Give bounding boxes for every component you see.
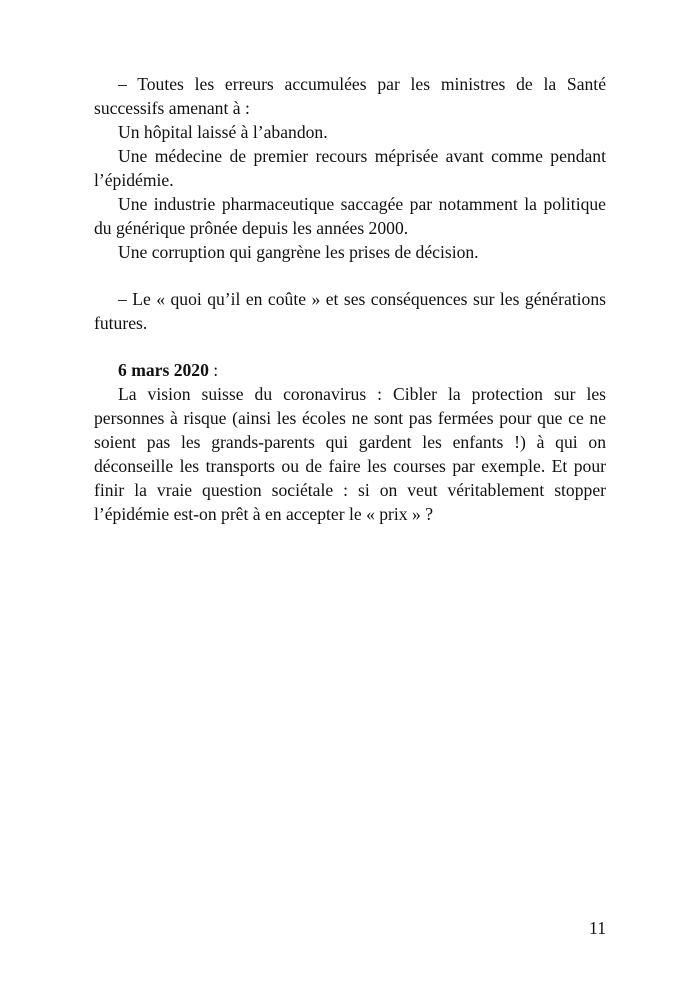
paragraph-hospital: Un hôpital laissé à l’abandon. [118,122,328,142]
paragraph-cost: – Le « quoi qu’il en coûte » et ses conséquences sur les générations futures. [94,289,606,333]
paragraph-pharma: Une industrie pharmaceutique saccagée par notamment la politique du générique prônée depuis les années 2000. [94,194,606,238]
paragraph-swiss-vision: La vision suisse du coronavirus : Cibler la protection sur les personnes à risque (ainsi les écoles ne sont pas fermées pour que ce ne soient pas les grands-parents qui gardent les enfants !) à qui on déconseille les transports ou de faire les courses par exemple. Et pour finir la vraie question sociétale : si on veut véritablement stopper l’épidémie est-on prêt à en accepter le « prix » ? [94,384,606,524]
paragraph-gap [94,335,606,358]
page-body [94,72,606,526]
paragraph-corruption: Une corruption qui gangrène les prises de décision. [118,242,479,262]
page-number: 11 [589,918,606,938]
date-suffix: : [208,360,219,380]
date-label: 6 mars 2020 [118,360,209,380]
paragraph-errors: – Toutes les erreurs accumulées par les ministres de la Santé successifs amenant à : [94,74,606,118]
paragraph-gap [94,264,606,287]
paragraph-medicine: Une médecine de premier recours méprisée avant comme pendant l’épidémie. [94,146,606,190]
date-heading [94,358,606,382]
